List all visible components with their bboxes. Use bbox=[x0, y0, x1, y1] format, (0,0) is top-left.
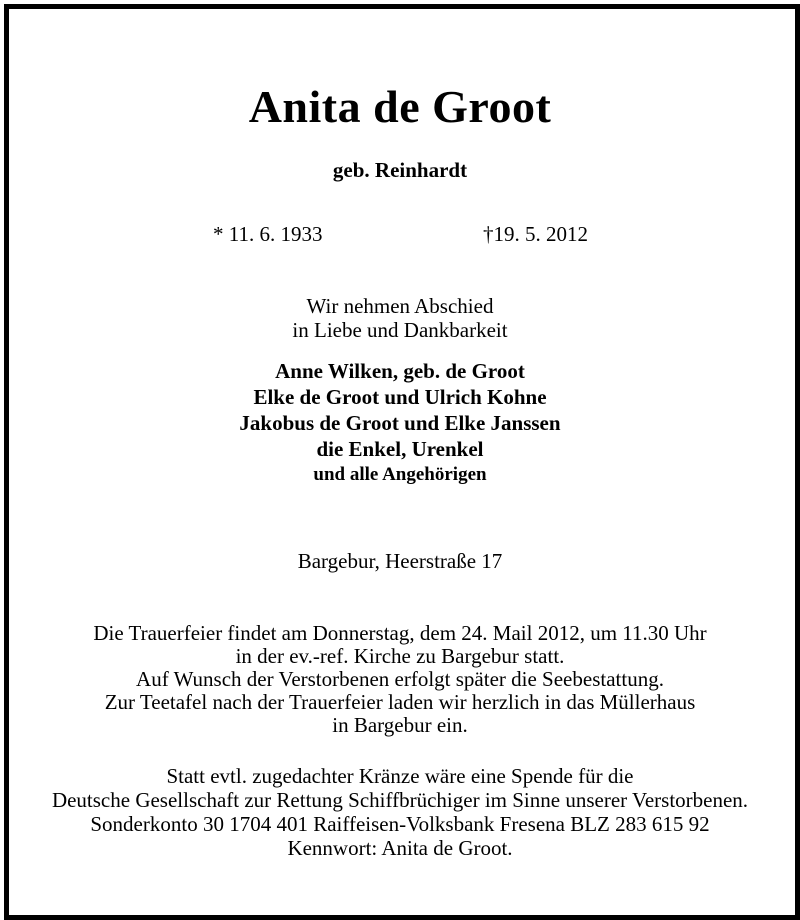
donation-line: Statt evtl. zugedachter Kränze wäre eine Spende für die bbox=[166, 764, 634, 788]
donation-line: Sonderkonto 30 1704 401 Raiffeisen-Volksbank Fresena BLZ 283 615 92 bbox=[90, 812, 710, 836]
family-member: die Enkel, Urenkel bbox=[316, 437, 484, 461]
death-date: †19. 5. 2012 bbox=[483, 222, 588, 246]
maiden-name: geb. Reinhardt bbox=[332, 158, 468, 182]
ceremony-line: in der ev.-ref. Kirche zu Bargebur statt. bbox=[235, 644, 565, 668]
ceremony-line: Die Trauerfeier findet am Donnerstag, dem 24. Mail 2012, um 11.30 Uhr bbox=[93, 621, 707, 645]
ceremony-line: Auf Wunsch der Verstorbenen erfolgt später die Seebestattung. bbox=[136, 667, 664, 691]
donation-line: Deutsche Gesellschaft zur Rettung Schiffbrüchiger im Sinne unserer Verstorbenen. bbox=[51, 788, 749, 812]
farewell-line: in Liebe und Dankbarkeit bbox=[292, 318, 508, 342]
family-member: Elke de Groot und Ulrich Kohne bbox=[253, 385, 547, 409]
family-member: Jakobus de Groot und Elke Janssen bbox=[239, 411, 561, 435]
family-member: Anne Wilken, geb. de Groot bbox=[275, 359, 525, 383]
ceremony-line: in Bargebur ein. bbox=[332, 713, 468, 737]
relatives-line: und alle Angehörigen bbox=[313, 464, 487, 485]
farewell-line: Wir nehmen Abschied bbox=[306, 294, 494, 318]
address: Bargebur, Heerstraße 17 bbox=[297, 549, 503, 573]
donation-line: Kennwort: Anita de Groot. bbox=[287, 836, 513, 860]
deceased-name: Anita de Groot bbox=[248, 81, 552, 132]
birth-date: * 11. 6. 1933 bbox=[213, 222, 323, 246]
ceremony-line: Zur Teetafel nach der Trauerfeier laden wir herzlich in das Müllerhaus bbox=[104, 690, 696, 714]
